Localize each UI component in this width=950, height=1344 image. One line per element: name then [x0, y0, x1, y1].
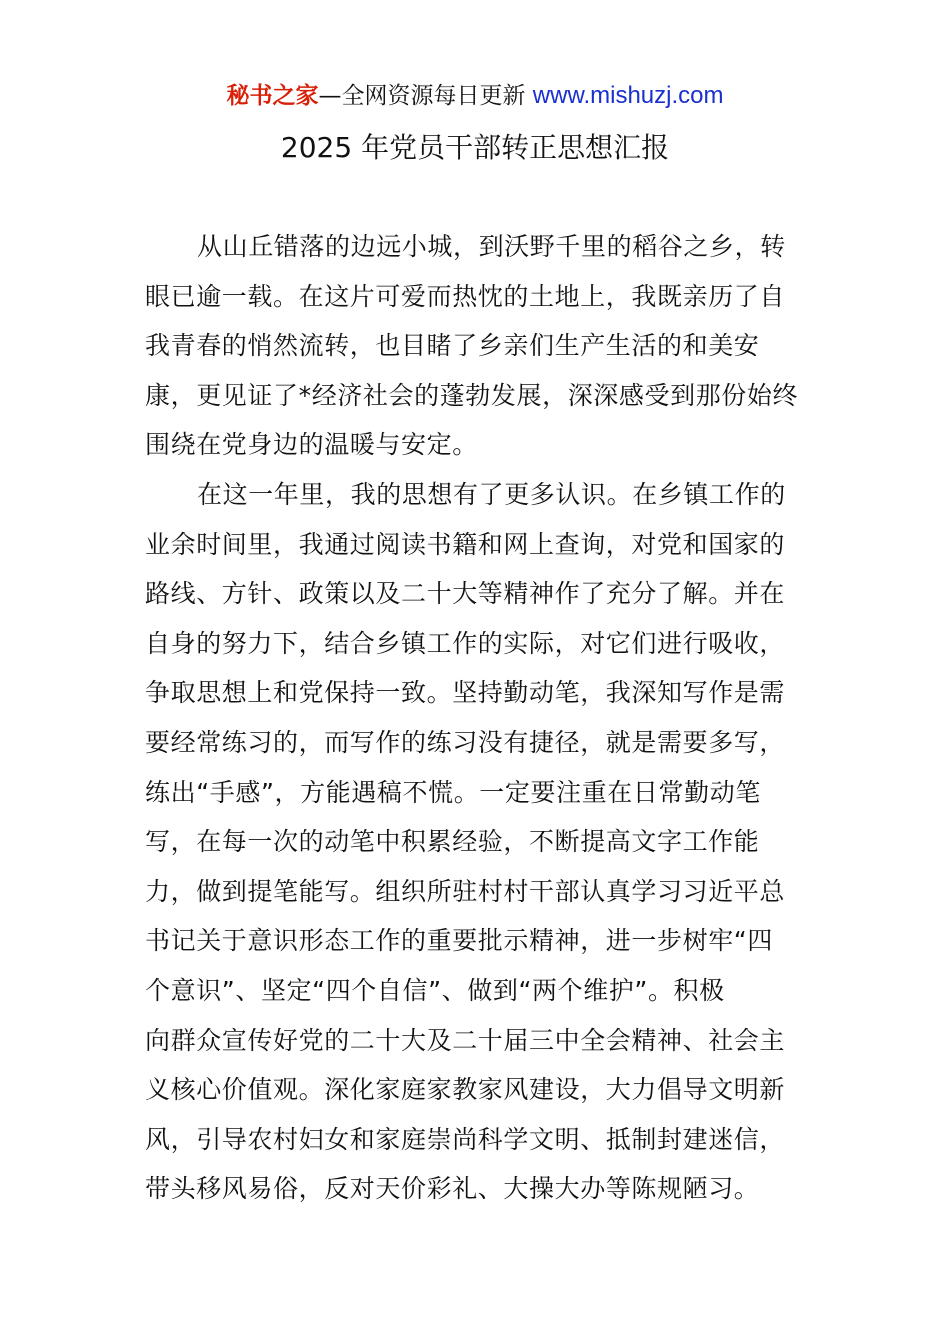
paragraph-line: 力，做到提笔能写。组织所驻村村干部认真学习习近平总: [145, 876, 786, 906]
site-header: [0, 80, 950, 112]
paragraph-line: 写，在每一次的动笔中积累经验，不断提高文字工作能: [145, 827, 760, 857]
paragraph: [145, 222, 810, 470]
paragraph-line: 从山丘错落的边远小城，到沃野千里的稻谷之乡，转: [197, 232, 786, 261]
paragraph-line: 康，更见证了*经济社会的蓬勃发展，深深感受到那份始终: [145, 380, 799, 410]
paragraph-line: 风，引导农村妇女和家庭崇尚科学文明、抵制封建迷信，: [145, 1124, 786, 1154]
paragraph-line: 在这一年里，我的思想有了更多认识。在乡镇工作的: [197, 479, 786, 509]
document-title: 2025 年党员干部转正思想汇报: [280, 131, 670, 164]
paragraph-line: 业余时间里，我通过阅读书籍和网上查询，对党和国家的: [145, 529, 786, 559]
paragraph-line: 自身的努力下，结合乡镇工作的实际，对它们进行吸收，: [145, 628, 786, 658]
paragraph-line: 我青春的悄然流转，也目睹了乡亲们生产生活的和美安: [145, 331, 760, 361]
paragraph: [145, 470, 810, 1214]
site-name: 秘书之家: [226, 83, 319, 109]
document-body: [145, 222, 810, 1214]
paragraph-line: 个意识”、坚定“四个自信”、做到“两个维护”。积极: [145, 975, 725, 1005]
paragraph-line: 围绕在党身边的温暖与安定。: [145, 430, 478, 460]
paragraph-line: 争取思想上和党保持一致。坚持勤动笔，我深知写作是需: [145, 678, 786, 708]
paragraph-line: 书记关于意识形态工作的重要批示精神，进一步树牢“四: [145, 926, 773, 956]
site-tagline: —全网资源每日更新: [318, 83, 526, 109]
paragraph-line: 眼已逾一载。在这片可爱而热忱的土地上，我既亲历了自: [145, 281, 786, 311]
paragraph-line: 路线、方针、政策以及二十大等精神作了充分了解。并在: [145, 579, 786, 609]
paragraph-line: 要经常练习的，而写作的练习没有捷径，就是需要多写，: [145, 727, 786, 757]
paragraph-line: 练出“手感”，方能遇稿不慌。一定要注重在日常勤动笔: [145, 777, 761, 807]
paragraph-line: 义核心价值观。深化家庭家教家风建设，大力倡导文明新: [145, 1075, 786, 1105]
paragraph-line: 向群众宣传好党的二十大及二十届三中全会精神、社会主: [145, 1025, 786, 1055]
paragraph-line: 带头移风易俗，反对天价彩礼、大操大办等陈规陋习。: [145, 1174, 760, 1204]
site-url-link[interactable]: www.mishuzj.com: [532, 82, 724, 109]
